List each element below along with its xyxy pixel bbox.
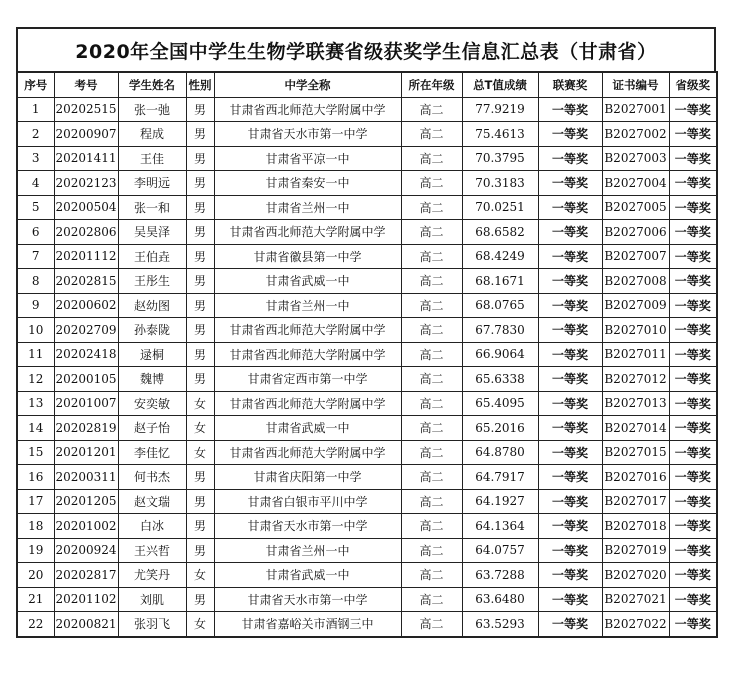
cell-school: 甘肃省徽县第一中学: [214, 244, 401, 269]
cell-exam-no: 20202815: [54, 269, 118, 294]
cell-league-award: 一等奖: [538, 612, 602, 637]
cell-school: 甘肃省西北师范大学附属中学: [214, 318, 401, 343]
cell-index: 22: [17, 612, 54, 637]
cell-gender: 男: [186, 514, 214, 539]
cell-gender: 男: [186, 244, 214, 269]
cell-score: 64.1927: [462, 489, 538, 514]
cell-exam-no: 20201112: [54, 244, 118, 269]
cell-index: 11: [17, 342, 54, 367]
cell-school: 甘肃省天水市第一中学: [214, 587, 401, 612]
cell-index: 14: [17, 416, 54, 441]
cell-name: 赵文瑞: [118, 489, 186, 514]
cell-name: 孙泰陇: [118, 318, 186, 343]
col-header-index: 序号: [17, 72, 54, 97]
cell-score: 68.1671: [462, 269, 538, 294]
cell-province-award: 一等奖: [669, 342, 717, 367]
cell-name: 吴昊泽: [118, 220, 186, 245]
col-header-score: 总T值成绩: [462, 72, 538, 97]
cell-school: 甘肃省西北师范大学附属中学: [214, 342, 401, 367]
cell-grade: 高二: [401, 391, 462, 416]
cell-grade: 高二: [401, 514, 462, 539]
cell-grade: 高二: [401, 465, 462, 490]
cell-league-award: 一等奖: [538, 563, 602, 588]
cell-province-award: 一等奖: [669, 146, 717, 171]
cell-province-award: 一等奖: [669, 612, 717, 637]
cell-certificate: B2027012: [602, 367, 669, 392]
cell-certificate: B2027021: [602, 587, 669, 612]
cell-exam-no: 20200602: [54, 293, 118, 318]
cell-name: 张一和: [118, 195, 186, 220]
cell-index: 17: [17, 489, 54, 514]
cell-certificate: B2027018: [602, 514, 669, 539]
cell-exam-no: 20201102: [54, 587, 118, 612]
table-row: [17, 293, 717, 318]
cell-school: 甘肃省兰州一中: [214, 195, 401, 220]
cell-league-award: 一等奖: [538, 440, 602, 465]
cell-certificate: B2027002: [602, 122, 669, 147]
cell-name: 赵幼图: [118, 293, 186, 318]
cell-certificate: B2027016: [602, 465, 669, 490]
cell-exam-no: 20202819: [54, 416, 118, 441]
cell-league-award: 一等奖: [538, 489, 602, 514]
cell-school: 甘肃省西北师范大学附属中学: [214, 220, 401, 245]
cell-grade: 高二: [401, 195, 462, 220]
cell-certificate: B2027014: [602, 416, 669, 441]
cell-league-award: 一等奖: [538, 416, 602, 441]
cell-name: 何书杰: [118, 465, 186, 490]
cell-exam-no: 20202418: [54, 342, 118, 367]
cell-school: 甘肃省秦安一中: [214, 171, 401, 196]
table-row: [17, 244, 717, 269]
cell-name: 王彤生: [118, 269, 186, 294]
cell-exam-no: 20200821: [54, 612, 118, 637]
cell-index: 21: [17, 587, 54, 612]
cell-league-award: 一等奖: [538, 465, 602, 490]
cell-index: 15: [17, 440, 54, 465]
cell-index: 5: [17, 195, 54, 220]
cell-gender: 男: [186, 146, 214, 171]
cell-league-award: 一等奖: [538, 269, 602, 294]
cell-province-award: 一等奖: [669, 293, 717, 318]
cell-league-award: 一等奖: [538, 587, 602, 612]
cell-exam-no: 20202709: [54, 318, 118, 343]
table-row: [17, 269, 717, 294]
table-row: [17, 171, 717, 196]
cell-index: 7: [17, 244, 54, 269]
cell-score: 68.0765: [462, 293, 538, 318]
cell-score: 63.5293: [462, 612, 538, 637]
cell-name: 尤笑丹: [118, 563, 186, 588]
table-row: [17, 195, 717, 220]
table-row: [17, 97, 717, 122]
cell-index: 13: [17, 391, 54, 416]
table-row: [17, 587, 717, 612]
cell-certificate: B2027007: [602, 244, 669, 269]
cell-school: 甘肃省武威一中: [214, 416, 401, 441]
cell-score: 64.7917: [462, 465, 538, 490]
cell-school: 甘肃省西北师范大学附属中学: [214, 391, 401, 416]
cell-grade: 高二: [401, 244, 462, 269]
cell-gender: 男: [186, 489, 214, 514]
cell-gender: 女: [186, 440, 214, 465]
cell-gender: 男: [186, 220, 214, 245]
cell-school: 甘肃省西北师范大学附属中学: [214, 440, 401, 465]
table-row: [17, 318, 717, 343]
cell-grade: 高二: [401, 97, 462, 122]
col-header-certificate: 证书编号: [602, 72, 669, 97]
cell-province-award: 一等奖: [669, 563, 717, 588]
cell-league-award: 一等奖: [538, 220, 602, 245]
cell-score: 77.9219: [462, 97, 538, 122]
cell-certificate: B2027009: [602, 293, 669, 318]
col-header-grade: 所在年级: [401, 72, 462, 97]
cell-gender: 男: [186, 318, 214, 343]
cell-score: 64.0757: [462, 538, 538, 563]
cell-index: 1: [17, 97, 54, 122]
table-row: [17, 514, 717, 539]
table-row: [17, 220, 717, 245]
cell-grade: 高二: [401, 293, 462, 318]
cell-exam-no: 20200105: [54, 367, 118, 392]
cell-name: 白冰: [118, 514, 186, 539]
cell-gender: 女: [186, 391, 214, 416]
cell-province-award: 一等奖: [669, 440, 717, 465]
table-row: [17, 122, 717, 147]
cell-school: 甘肃省兰州一中: [214, 538, 401, 563]
cell-grade: 高二: [401, 563, 462, 588]
cell-gender: 男: [186, 465, 214, 490]
cell-school: 甘肃省兰州一中: [214, 293, 401, 318]
cell-exam-no: 20200907: [54, 122, 118, 147]
cell-certificate: B2027011: [602, 342, 669, 367]
cell-certificate: B2027006: [602, 220, 669, 245]
cell-score: 67.7830: [462, 318, 538, 343]
cell-gender: 女: [186, 563, 214, 588]
cell-index: 19: [17, 538, 54, 563]
cell-index: 20: [17, 563, 54, 588]
cell-certificate: B2027001: [602, 97, 669, 122]
cell-index: 8: [17, 269, 54, 294]
cell-gender: 女: [186, 416, 214, 441]
cell-certificate: B2027019: [602, 538, 669, 563]
cell-grade: 高二: [401, 122, 462, 147]
cell-grade: 高二: [401, 367, 462, 392]
cell-gender: 男: [186, 293, 214, 318]
cell-score: 70.0251: [462, 195, 538, 220]
cell-gender: 男: [186, 195, 214, 220]
cell-province-award: 一等奖: [669, 171, 717, 196]
cell-exam-no: 20200311: [54, 465, 118, 490]
table-row: [17, 538, 717, 563]
table-row: [17, 342, 717, 367]
table-row: [17, 440, 717, 465]
cell-gender: 男: [186, 171, 214, 196]
cell-school: 甘肃省定西市第一中学: [214, 367, 401, 392]
cell-grade: 高二: [401, 612, 462, 637]
cell-score: 64.8780: [462, 440, 538, 465]
cell-league-award: 一等奖: [538, 538, 602, 563]
cell-name: 李佳忆: [118, 440, 186, 465]
cell-certificate: B2027010: [602, 318, 669, 343]
cell-certificate: B2027015: [602, 440, 669, 465]
cell-name: 李明远: [118, 171, 186, 196]
cell-province-award: 一等奖: [669, 195, 717, 220]
cell-league-award: 一等奖: [538, 244, 602, 269]
table-row: [17, 612, 717, 637]
cell-school: 甘肃省嘉峪关市酒钢三中: [214, 612, 401, 637]
cell-exam-no: 20201205: [54, 489, 118, 514]
cell-grade: 高二: [401, 587, 462, 612]
cell-league-award: 一等奖: [538, 342, 602, 367]
col-header-league-award: 联赛奖: [538, 72, 602, 97]
table-row: [17, 563, 717, 588]
cell-certificate: B2027004: [602, 171, 669, 196]
cell-school: 甘肃省西北师范大学附属中学: [214, 97, 401, 122]
cell-score: 68.6582: [462, 220, 538, 245]
cell-exam-no: 20201002: [54, 514, 118, 539]
cell-index: 9: [17, 293, 54, 318]
cell-name: 魏博: [118, 367, 186, 392]
cell-grade: 高二: [401, 318, 462, 343]
table-row: [17, 465, 717, 490]
cell-score: 63.6480: [462, 587, 538, 612]
cell-index: 3: [17, 146, 54, 171]
table-row: [17, 416, 717, 441]
cell-school: 甘肃省庆阳第一中学: [214, 465, 401, 490]
cell-name: 王佳: [118, 146, 186, 171]
cell-grade: 高二: [401, 416, 462, 441]
col-header-school: 中学全称: [214, 72, 401, 97]
cell-index: 16: [17, 465, 54, 490]
cell-league-award: 一等奖: [538, 514, 602, 539]
cell-exam-no: 20200504: [54, 195, 118, 220]
cell-province-award: 一等奖: [669, 244, 717, 269]
cell-index: 4: [17, 171, 54, 196]
cell-league-award: 一等奖: [538, 195, 602, 220]
cell-league-award: 一等奖: [538, 171, 602, 196]
cell-exam-no: 20202817: [54, 563, 118, 588]
cell-province-award: 一等奖: [669, 514, 717, 539]
cell-league-award: 一等奖: [538, 318, 602, 343]
cell-score: 68.4249: [462, 244, 538, 269]
cell-league-award: 一等奖: [538, 97, 602, 122]
cell-school: 甘肃省武威一中: [214, 269, 401, 294]
cell-grade: 高二: [401, 220, 462, 245]
col-header-gender: 性别: [186, 72, 214, 97]
cell-index: 2: [17, 122, 54, 147]
cell-province-award: 一等奖: [669, 538, 717, 563]
cell-grade: 高二: [401, 269, 462, 294]
cell-province-award: 一等奖: [669, 489, 717, 514]
cell-name: 张羽飞: [118, 612, 186, 637]
cell-school: 甘肃省天水市第一中学: [214, 514, 401, 539]
cell-score: 75.4613: [462, 122, 538, 147]
cell-gender: 女: [186, 612, 214, 637]
cell-score: 66.9064: [462, 342, 538, 367]
cell-exam-no: 20201007: [54, 391, 118, 416]
award-table: [16, 71, 718, 638]
cell-exam-no: 20202123: [54, 171, 118, 196]
cell-certificate: B2027020: [602, 563, 669, 588]
cell-score: 63.7288: [462, 563, 538, 588]
cell-name: 刘肌: [118, 587, 186, 612]
cell-league-award: 一等奖: [538, 146, 602, 171]
cell-gender: 男: [186, 587, 214, 612]
cell-score: 65.6338: [462, 367, 538, 392]
cell-province-award: 一等奖: [669, 367, 717, 392]
cell-index: 18: [17, 514, 54, 539]
cell-grade: 高二: [401, 489, 462, 514]
cell-province-award: 一等奖: [669, 318, 717, 343]
table-row: [17, 391, 717, 416]
cell-name: 张一弛: [118, 97, 186, 122]
cell-certificate: B2027022: [602, 612, 669, 637]
cell-league-award: 一等奖: [538, 367, 602, 392]
col-header-exam-no: 考号: [54, 72, 118, 97]
cell-certificate: B2027008: [602, 269, 669, 294]
cell-grade: 高二: [401, 171, 462, 196]
cell-province-award: 一等奖: [669, 269, 717, 294]
cell-certificate: B2027005: [602, 195, 669, 220]
cell-index: 10: [17, 318, 54, 343]
cell-grade: 高二: [401, 342, 462, 367]
cell-name: 逯桐: [118, 342, 186, 367]
cell-province-award: 一等奖: [669, 416, 717, 441]
cell-gender: 男: [186, 538, 214, 563]
cell-grade: 高二: [401, 538, 462, 563]
cell-school: 甘肃省平凉一中: [214, 146, 401, 171]
cell-league-award: 一等奖: [538, 122, 602, 147]
cell-name: 程成: [118, 122, 186, 147]
cell-score: 70.3795: [462, 146, 538, 171]
cell-exam-no: 20201201: [54, 440, 118, 465]
cell-certificate: B2027017: [602, 489, 669, 514]
cell-index: 6: [17, 220, 54, 245]
cell-exam-no: 20200924: [54, 538, 118, 563]
cell-province-award: 一等奖: [669, 97, 717, 122]
col-header-province-award: 省级奖: [669, 72, 717, 97]
table-row: [17, 146, 717, 171]
cell-name: 安奕敏: [118, 391, 186, 416]
cell-province-award: 一等奖: [669, 220, 717, 245]
cell-exam-no: 20202515: [54, 97, 118, 122]
cell-province-award: 一等奖: [669, 122, 717, 147]
cell-index: 12: [17, 367, 54, 392]
cell-certificate: B2027003: [602, 146, 669, 171]
cell-school: 甘肃省武威一中: [214, 563, 401, 588]
table-row: [17, 367, 717, 392]
cell-province-award: 一等奖: [669, 391, 717, 416]
cell-score: 64.1364: [462, 514, 538, 539]
cell-gender: 男: [186, 269, 214, 294]
cell-exam-no: 20202806: [54, 220, 118, 245]
cell-school: 甘肃省天水市第一中学: [214, 122, 401, 147]
cell-grade: 高二: [401, 440, 462, 465]
cell-grade: 高二: [401, 146, 462, 171]
sheet-title: 2020年全国中学生生物学联赛省级获奖学生信息汇总表（甘肃省）: [16, 27, 716, 71]
cell-province-award: 一等奖: [669, 465, 717, 490]
cell-province-award: 一等奖: [669, 587, 717, 612]
cell-certificate: B2027013: [602, 391, 669, 416]
cell-exam-no: 20201411: [54, 146, 118, 171]
cell-gender: 男: [186, 367, 214, 392]
award-sheet: [16, 27, 716, 638]
cell-score: 65.2016: [462, 416, 538, 441]
cell-gender: 男: [186, 342, 214, 367]
cell-score: 65.4095: [462, 391, 538, 416]
cell-name: 赵子怡: [118, 416, 186, 441]
cell-league-award: 一等奖: [538, 391, 602, 416]
cell-league-award: 一等奖: [538, 293, 602, 318]
cell-name: 王伯垚: [118, 244, 186, 269]
cell-gender: 男: [186, 97, 214, 122]
cell-name: 王兴哲: [118, 538, 186, 563]
col-header-name: 学生姓名: [118, 72, 186, 97]
cell-gender: 男: [186, 122, 214, 147]
cell-school: 甘肃省白银市平川中学: [214, 489, 401, 514]
header-row: [17, 72, 717, 97]
table-row: [17, 489, 717, 514]
cell-score: 70.3183: [462, 171, 538, 196]
